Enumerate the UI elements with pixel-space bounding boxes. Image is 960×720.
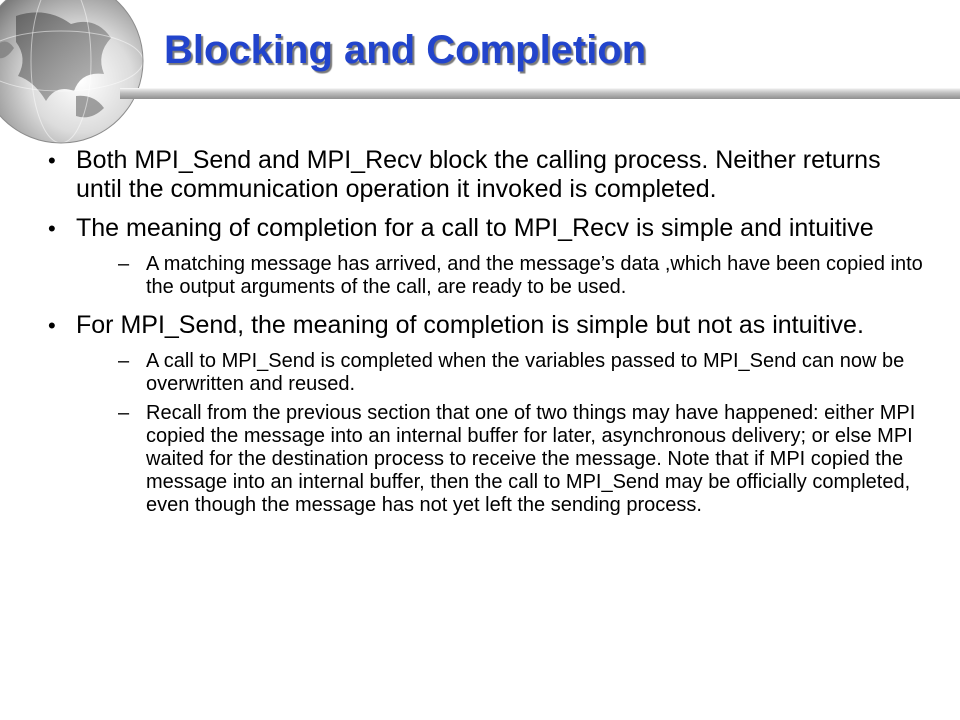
bullet-marker: • (48, 313, 56, 338)
sub-bullet-item (76, 350, 928, 396)
title-underline-bar (120, 88, 960, 99)
bullet-item (48, 146, 928, 204)
sub-bullet-text: A matching message has arrived, and the message’s data ,which have been copied into the output arguments of the call, are ready to be used. (146, 253, 923, 298)
sub-bullet-text: Recall from the previous section that one of two things may have happened: either MPI copied the message into an internal buffer for later, asynchronous delivery; or else MPI waited for the destination process to receive the message. Note that if MPI copied the message into an internal buffer, then the call to MPI_Send may be officially completed, even though the message has not yet left the sending process. (146, 402, 916, 516)
sub-bullet-list (76, 253, 928, 299)
globe-icon (0, 0, 146, 146)
bullet-marker: • (48, 216, 56, 241)
sub-bullet-text: A call to MPI_Send is completed when the variables passed to MPI_Send can now be overwritten and reused. (146, 350, 905, 395)
bullet-item (48, 214, 928, 299)
sub-bullet-marker: – (118, 402, 130, 424)
sub-bullet-marker: – (118, 350, 130, 372)
bullet-item (48, 311, 928, 517)
bullet-text: For MPI_Send, the meaning of completion is simple but not as intuitive. (76, 311, 864, 339)
bullet-text: The meaning of completion for a call to MPI_Recv is simple and intuitive (76, 214, 874, 242)
bullet-marker: • (48, 148, 56, 173)
slide-title: Blocking and Completion (164, 28, 647, 72)
sub-bullet-marker: – (118, 253, 130, 275)
sub-bullet-item (76, 402, 928, 517)
sub-bullet-list (76, 350, 928, 517)
slide-content (48, 146, 928, 529)
bullet-text: Both MPI_Send and MPI_Recv block the calling process. Neither returns until the communication operation it invoked is completed. (76, 146, 881, 203)
sub-bullet-item (76, 253, 928, 299)
